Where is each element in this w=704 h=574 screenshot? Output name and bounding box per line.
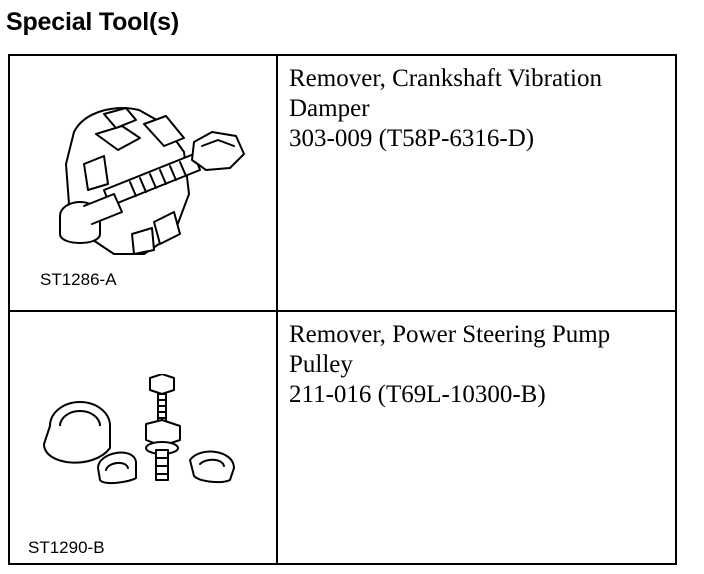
tool-part-number: 303-009 (T58P-6316-D) — [289, 125, 535, 152]
tool-name-continued: Pulley — [289, 351, 353, 378]
table-row — [10, 312, 675, 563]
tool-name: Remover, Crankshaft Vibration — [289, 65, 602, 92]
tool-description-cell — [278, 312, 675, 563]
tool-name-continued: Damper — [289, 95, 370, 122]
tool-image-label: ST1286-A — [40, 270, 117, 289]
tool-description-cell — [278, 56, 675, 310]
special-tools-table — [8, 54, 677, 565]
tool-image-cell — [10, 56, 278, 310]
tool-name: Remover, Power Steering Pump — [289, 321, 611, 348]
tool-part-number: 211-016 (T69L-10300-B) — [289, 381, 546, 408]
tool-image-label: ST1290-B — [28, 538, 105, 557]
table-row — [10, 56, 675, 312]
crankshaft-damper-remover-illustration — [44, 94, 249, 264]
tool-image-cell — [10, 312, 278, 563]
power-steering-pulley-remover-illustration — [34, 374, 264, 494]
page-title: Special Tool(s) — [6, 8, 179, 36]
